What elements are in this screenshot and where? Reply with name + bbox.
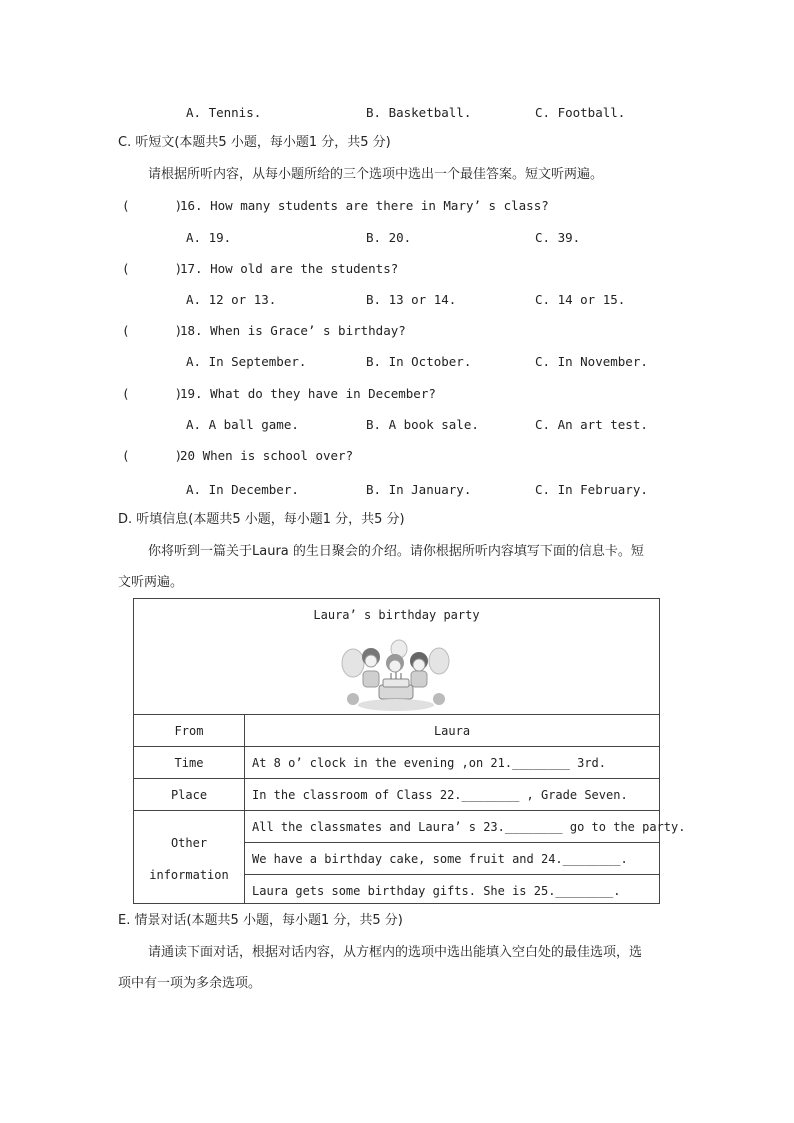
question-18: 18. When is Grace’ s birthday? [180,323,406,338]
q17-option-a: A. 12 or 13. [186,292,277,307]
q19-option-b: B. A book sale. [366,417,479,432]
row-other-value-1[interactable]: All the classmates and Laura’ s 23.________ go to the party. [252,820,686,834]
birthday-party-illustration-icon [339,639,454,713]
q18-option-c: C. In November. [535,354,648,369]
row-time-value[interactable]: At 8 o’ clock in the evening ,on 21.________ 3rd. [252,756,607,770]
row-time-label: Time [174,756,204,770]
question-20: 20 When is school over? [180,448,354,463]
section-d-instruction-line1: 你将听到一篇关于Laura 的生日聚会的介绍。请你根据所听内容填写下面的信息卡。短 [148,544,644,559]
row-place-value[interactable]: In the classroom of Class 22.________ , Grade Seven. [252,788,628,802]
q15-option-c: C. Football. [535,105,626,120]
question-19: 19. What do they have in December? [180,386,436,401]
card-title: Laura’ s birthday party [313,608,480,622]
q18-option-a: A. In September. [186,354,307,369]
answer-paren-17[interactable]: ( ) [122,261,183,276]
section-e-instruction-line2: 项中有一项为多余选项。 [118,976,262,991]
q15-option-b: B. Basketball. [366,105,472,120]
info-card [133,598,686,904]
section-c-instruction: 请根据所听内容，从每小题所给的三个选项中选出一个最佳答案。短文听两遍。 [148,167,604,182]
row-from-value: Laura [433,724,471,738]
section-d-instruction-line2: 文听两遍。 [118,575,184,590]
section-d-heading: D. 听填信息(本题共5 小题，每小题1 分，共5 分) [118,512,405,527]
row-other-label-2: information [149,868,229,882]
row-place-label: Place [170,788,208,802]
answer-paren-19[interactable]: ( ) [122,386,183,401]
answer-paren-18[interactable]: ( ) [122,323,183,338]
q19-option-c: C. An art test. [535,417,648,432]
row-other-value-3[interactable]: Laura gets some birthday gifts. She is 25.________. [252,884,621,898]
q16-option-b: B. 20. [366,230,412,245]
q20-option-c: C. In February. [535,482,648,497]
question-16: 16. How many students are there in Mary’ s class? [180,198,549,213]
q20-option-a: A. In December. [186,482,299,497]
q17-option-c: C. 14 or 15. [535,292,626,307]
q19-option-a: A. A ball game. [186,417,299,432]
q16-option-a: A. 19. [186,230,232,245]
answer-paren-16[interactable]: ( ) [122,198,183,213]
answer-paren-20[interactable]: ( ) [122,448,183,463]
q17-option-b: B. 13 or 14. [366,292,457,307]
row-other-label-1: Other [170,836,208,850]
q16-option-c: C. 39. [535,230,581,245]
row-other-value-2[interactable]: We have a birthday cake, some fruit and 24.________. [252,852,628,866]
section-e-heading: E. 情景对话(本题共5 小题，每小题1 分，共5 分) [118,913,403,928]
question-17: 17. How old are the students? [180,261,399,276]
section-e-instruction-line1: 请通读下面对话，根据对话内容，从方框内的选项中选出能填入空白处的最佳选项，选 [148,945,643,960]
q20-option-b: B. In January. [366,482,472,497]
q15-option-a: A. Tennis. [186,105,262,120]
row-from-label: From [174,724,204,738]
section-c-heading: C. 听短文(本题共5 小题，每小题1 分，共5 分) [118,135,391,150]
q18-option-b: B. In October. [366,354,472,369]
